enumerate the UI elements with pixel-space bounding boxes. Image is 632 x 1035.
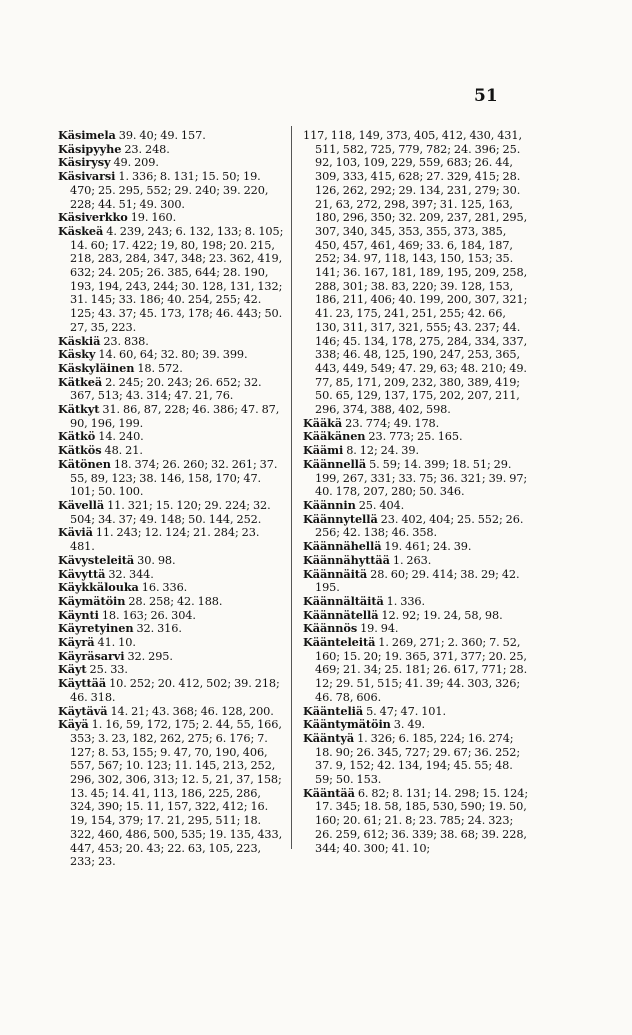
index-entry [58, 677, 284, 704]
index-references: 1. 336. [386, 594, 425, 608]
index-entry [58, 705, 284, 719]
index-entry [303, 444, 529, 458]
index-references: 19. 160. [130, 211, 177, 225]
index-entry [303, 540, 529, 554]
index-headword: Kätkyt [58, 402, 100, 417]
index-entry [303, 499, 529, 513]
index-entry [58, 129, 284, 143]
index-entry [58, 499, 284, 526]
index-references: 11. 321; 15. 120; 29. 224; 32. 504; 34. 37; 49. 148; 50. 144, 252. [70, 498, 271, 526]
index-entry [303, 554, 529, 568]
index-references: 3. 49. [393, 718, 426, 732]
index-entry [303, 787, 529, 856]
index-entry [58, 458, 284, 499]
index-references: 18. 572. [137, 361, 183, 375]
index-references: 28. 258; 42. 188. [128, 594, 223, 608]
index-entry [58, 650, 284, 664]
index-headword: Käänteliä [303, 703, 364, 718]
index-entry [58, 526, 284, 553]
index-headword: Käännäitä [303, 566, 368, 581]
index-references: 1. 263. [392, 553, 432, 567]
index-references: 5. 47; 47. 101. [366, 704, 446, 718]
index-headword: Käyretyinen [58, 621, 134, 636]
index-headword: Käämi [303, 443, 344, 458]
index-entry [303, 636, 529, 705]
index-references: 1. 326; 6. 185, 224; 16. 274; 18. 90; 26. 345, 727; 29. 67; 36. 252; 37. 9, 152; 42. 134, 194; 45. 55; 48. 59; 50. 153. [315, 731, 521, 787]
index-headword: Käsipyyhe [58, 141, 122, 156]
index-headword: Kääntää [303, 785, 355, 800]
index-references: 23. 773; 25. 165. [368, 430, 463, 444]
index-headword: Käännähyttää [303, 552, 390, 567]
index-headword: Kätkö [58, 429, 96, 444]
index-entry [303, 595, 529, 609]
index-headword: Kääkänen [303, 429, 366, 444]
index-references: 49. 209. [113, 156, 159, 170]
index-references: 32. 344. [108, 567, 154, 581]
index-entry [58, 554, 284, 568]
index-entry [58, 609, 284, 623]
index-headword: Käyä [58, 717, 89, 732]
index-headword: Käsimela [58, 128, 116, 142]
index-references: 25. 33. [89, 663, 128, 677]
index-entry [303, 458, 529, 499]
index-headword: Käännin [303, 497, 356, 512]
index-headword: Kävysteleitä [58, 552, 135, 567]
index-entry [303, 718, 529, 732]
index-references: 1. 269, 271; 2. 360; 7. 52, 160; 15. 20; 19. 365, 371, 377; 20. 25, 469; 21. 34; 25. 181; 26. 617, 771; 28. 12; 29. 51, 515; 41. 39; 44. 303, 326; 46. 78, 606. [315, 636, 528, 704]
index-entry [303, 609, 529, 623]
index-column-right [303, 129, 529, 855]
index-references: 31. 86, 87, 228; 46. 386; 47. 87, 90, 196, 199. [70, 403, 280, 430]
index-entry [58, 430, 284, 444]
index-entry [58, 718, 284, 869]
index-entry [58, 376, 284, 403]
index-references: 25. 404. [358, 498, 405, 512]
index-entry [58, 211, 284, 225]
index-entry [58, 362, 284, 376]
index-headword: Kävellä [58, 497, 105, 512]
index-headword: Käsky [58, 347, 96, 362]
index-headword: Käymätöin [58, 593, 126, 608]
index-references: 11. 243; 12. 124; 21. 284; 23. 481. [70, 526, 260, 554]
index-references: 5. 59; 14. 399; 18. 51; 29. 199, 267, 331; 33. 75; 36. 321; 39. 97; 40. 178, 207, 280; 50. 346. [315, 457, 528, 499]
index-headword: Kätkös [58, 443, 102, 458]
index-entry [303, 705, 529, 719]
index-headword: Käännähellä [303, 539, 382, 554]
index-headword: Käännellä [303, 456, 367, 471]
index-references: 14. 240. [98, 430, 144, 444]
column-divider [291, 126, 292, 849]
index-headword: Käyt [58, 662, 87, 677]
index-references: 4. 239, 243; 6. 132, 133; 8. 105; 14. 60; 17. 422; 19, 80, 198; 20. 215, 218, 283, 284, 347, 348; 23. 362, 419, 632; 24. 205; 26. 385, 644; 28. 190, 193, 194, 243, 244; 30. 128, 131, 132; 31. 145; 33. 186; 40. 254, 255; 42. 125; 43. 37; 45. 173, 178; 46. 443; 50. 27, 35, 223. [70, 224, 284, 334]
index-references: 48. 21. [104, 444, 143, 458]
index-references: 23. 248. [124, 142, 170, 156]
index-headword: Käskiä [58, 333, 101, 348]
index-references: 14. 21; 43. 368; 46. 128, 200. [110, 704, 274, 718]
index-references: 8. 12; 24. 39. [346, 444, 419, 458]
index-entry [58, 581, 284, 595]
index-headword: Kätönen [58, 456, 111, 471]
index-headword: Käsiverkko [58, 210, 128, 225]
index-entry [58, 568, 284, 582]
index-entry [58, 636, 284, 650]
index-entry [303, 513, 529, 540]
index-headword: Käviä [58, 525, 93, 540]
index-references: 28. 60; 29. 414; 38. 29; 42. 195. [315, 567, 520, 595]
index-references: 41. 10. [97, 636, 136, 650]
index-entry [58, 622, 284, 636]
index-references: 12. 92; 19. 24, 58, 98. [381, 608, 503, 622]
index-references: 18. 163; 26. 304. [101, 608, 196, 622]
index-entry [303, 568, 529, 595]
index-entry [58, 170, 284, 211]
index-references: 2. 245; 20. 243; 26. 652; 32. 367, 513; 43. 314; 47. 21, 76. [70, 375, 262, 403]
index-headword: Kääntymätöin [303, 717, 391, 732]
index-headword: Käytävä [58, 703, 108, 718]
index-headword: Kävyttä [58, 566, 106, 581]
index-headword: Kääntyä [303, 730, 355, 745]
page-number: 51 [474, 86, 498, 106]
index-entry [58, 403, 284, 430]
index-headword: Käskeä [58, 223, 104, 238]
index-references: 10. 252; 20. 412, 502; 39. 218; 46. 318. [70, 677, 280, 704]
index-column-left [58, 129, 284, 869]
index-entry [58, 444, 284, 458]
index-entry [58, 663, 284, 677]
index-references: 117, 118, 149, 373, 405, 412, 430, 431, 511, 582, 725, 779, 782; 24. 396; 25. 92, 103, 109, 229, 559, 683; 26. 44, 309, 333, 415, 628; 27. 329, 415; 28. 126, 262, 292; 29. 134, 231, 279; 30. 21, 63, 272, 298, 397; 31. 125, 163, 180, 296, 350; 32. 209, 237, 281, 295, 307, 340, 345, 353, 355, 373, 385, 450, 457, 461, 469; 33. 6, 184, 187, 252; 34. 97, 118, 143, 150, 153; 35. 141; 36. 167, 181, 189, 195, 209, 258, 288, 301; 38. 83, 220; 39. 128, 153, 186, 211, 406; 40. 199, 200, 307, 321; 41. 23, 175, 241, 251, 255; 42. 66, 130, 311, 317, 321, 555; 43. 237; 44. 146; 45. 134, 178, 275, 284, 334, 337, 338; 46. 48, 125, 190, 247, 253, 365, 443, 449, 549; 47. 29, 63; 48. 210; 49. 77, 85, 171, 209, 232, 380, 389, 419; 50. 65, 129, 137, 175, 202, 207, 211, 296, 374, 388, 402, 598. [303, 129, 528, 417]
index-references: 14. 60, 64; 32. 80; 39. 399. [98, 348, 248, 362]
index-headword: Käsirysy [58, 155, 111, 170]
index-headword: Käänteleitä [303, 635, 376, 650]
index-headword: Käynti [58, 607, 99, 622]
index-headword: Käännytellä [303, 511, 378, 526]
index-headword: Käskyläinen [58, 360, 135, 375]
index-entry [58, 143, 284, 157]
index-references: 39. 40; 49. 157. [118, 129, 206, 142]
index-entry [58, 156, 284, 170]
index-references: 18. 374; 26. 260; 32. 261; 37. 55, 89, 123; 38. 146, 158, 170; 47. 101; 50. 100. [70, 457, 278, 499]
index-headword: Käännältäitä [303, 593, 384, 608]
index-entry [303, 622, 529, 636]
index-entry [58, 225, 284, 335]
index-entry [303, 129, 529, 417]
index-headword: Käännös [303, 621, 358, 636]
index-entry [58, 335, 284, 349]
index-headword: Käyräsarvi [58, 648, 125, 663]
index-references: 23. 838. [103, 334, 149, 348]
index-headword: Käyrä [58, 635, 95, 650]
index-entry [58, 348, 284, 362]
index-references: 19. 94. [360, 622, 399, 636]
index-entry [303, 430, 529, 444]
index-references: 32. 316. [136, 622, 182, 636]
index-headword: Käykkälouka [58, 580, 139, 595]
index-references: 19. 461; 24. 39. [384, 540, 472, 554]
index-headword: Kääkä [303, 415, 343, 430]
index-entry [303, 732, 529, 787]
index-entry [58, 595, 284, 609]
index-references: 16. 336. [141, 581, 188, 595]
index-references: 30. 98. [137, 553, 176, 567]
index-references: 6. 82; 8. 131; 14. 298; 15. 124; 17. 345; 18. 58, 185, 530, 590; 19. 50, 160; 20. 61; 21. 8; 23. 785; 24. 323; 26. 259, 612; 36. 339; 38. 68; 39. 228, 344; 40. 300; 41. 10; [315, 786, 529, 855]
index-references: 32. 295. [127, 649, 173, 663]
index-references: 1. 336; 8. 131; 15. 50; 19. 470; 25. 295, 552; 29. 240; 39. 220, 228; 44. 51; 49. 300. [70, 170, 269, 211]
index-headword: Käsivarsi [58, 169, 116, 184]
index-references: 1. 16, 59, 172, 175; 2. 44, 55, 166, 353; 3. 23, 182, 262, 275; 6. 176; 7. 127; 8. 53, 155; 9. 47, 70, 190, 406, 557, 567; 10. 123; 11. 145, 213, 252, 296, 302, 306, 313; 12. 5, 21, 37, 158; 13. 45; 14. 41, 113, 186, 225, 286, 324, 390; 15. 11, 157, 322, 412; 16. 19, 154, 379; 17. 21, 295, 511; 18. 322, 460, 486, 500, 535; 19. 135, 433, 447, 453; 20. 43; 22. 63, 105, 223, 233; 23. [70, 718, 283, 869]
index-references: 23. 774; 49. 178. [345, 416, 440, 430]
index-entry [303, 417, 529, 431]
index-headword: Käyttää [58, 676, 107, 691]
index-headword: Kätkeä [58, 374, 103, 389]
index-headword: Käännätellä [303, 607, 379, 622]
index-references: 23. 402, 404; 25. 552; 26. 256; 42. 138; 46. 358. [315, 512, 524, 540]
